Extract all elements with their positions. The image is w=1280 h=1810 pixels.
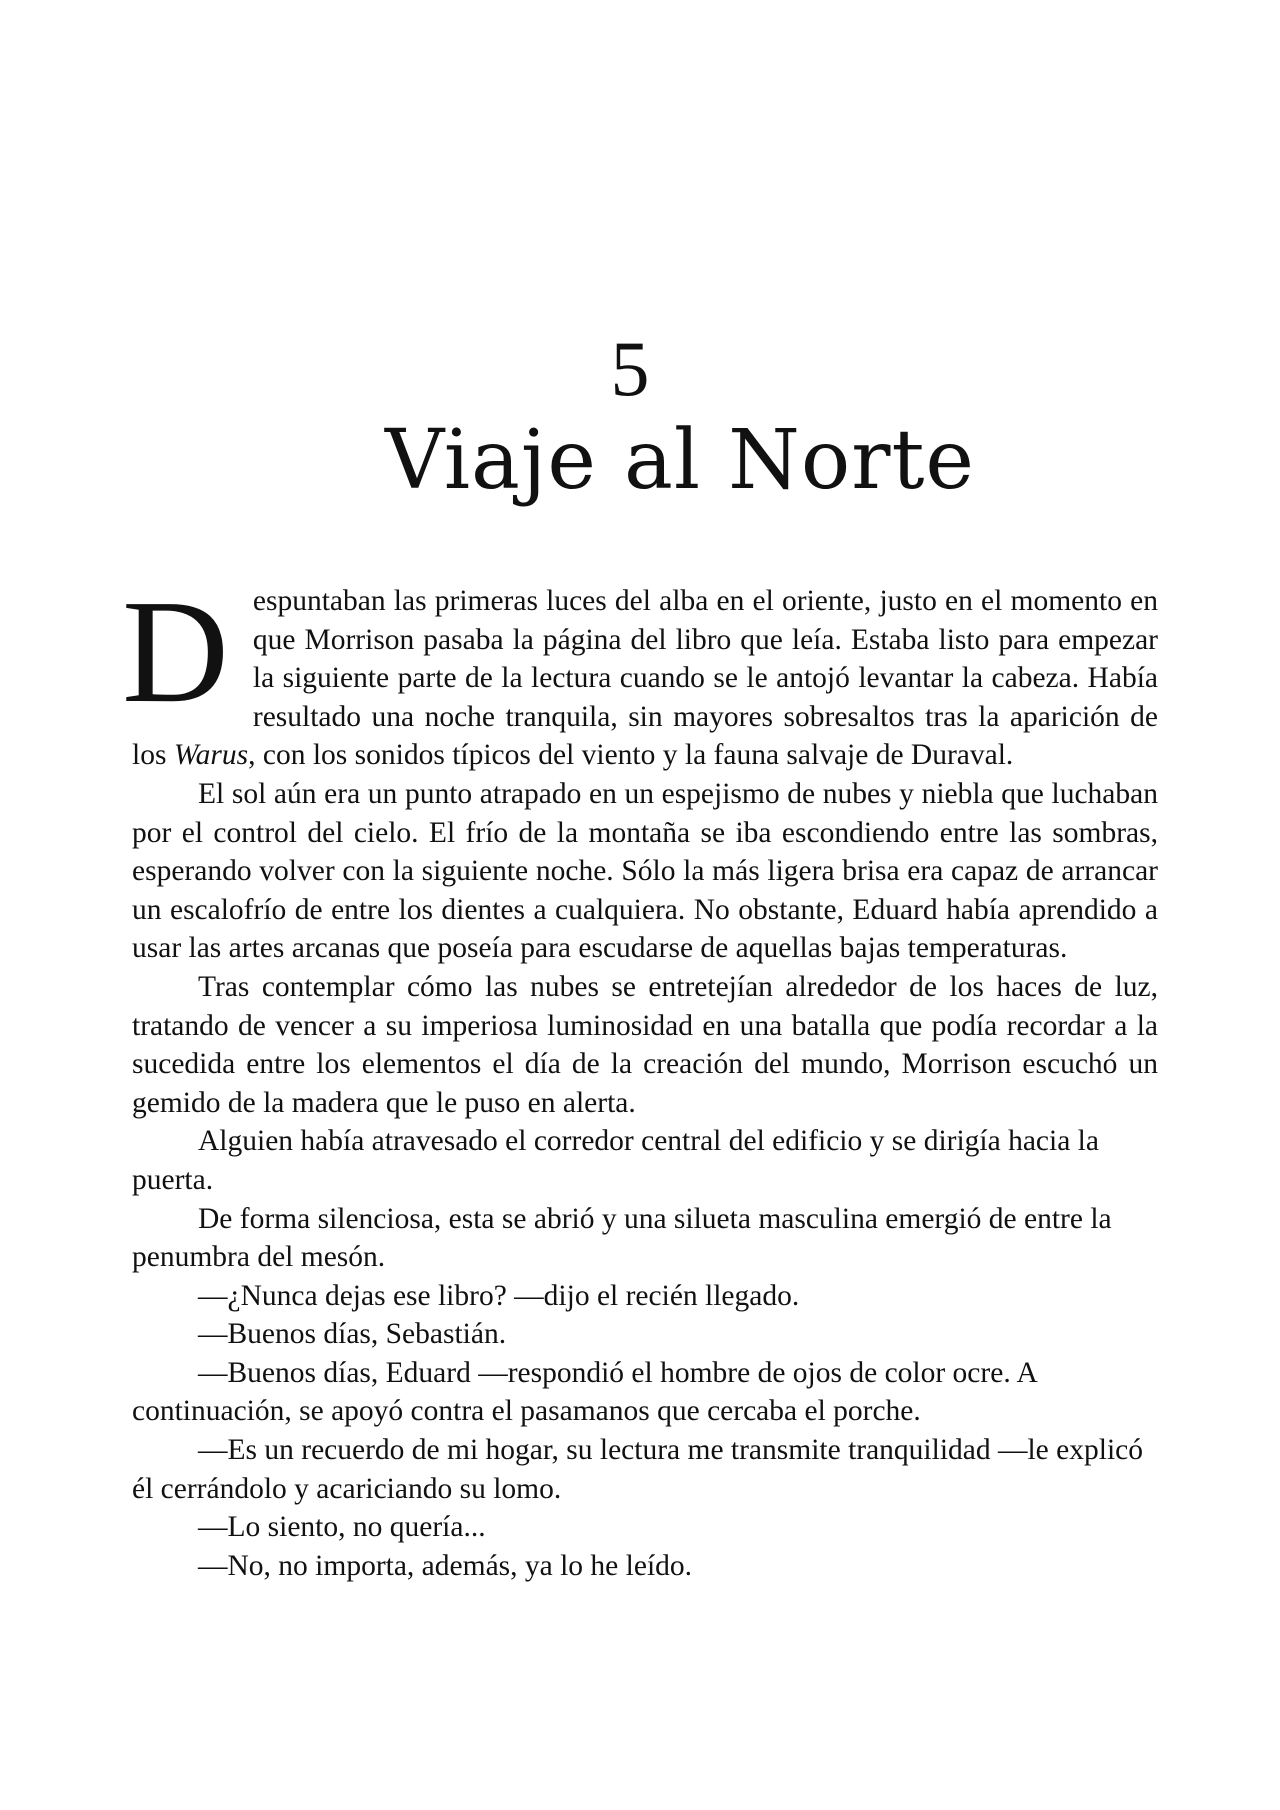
dialogue-line-2: —Buenos días, Sebastián. bbox=[198, 1318, 507, 1351]
drop-cap: D bbox=[122, 570, 229, 734]
italic-term: Warus bbox=[173, 739, 249, 772]
paragraph-1-text-b: , con los sonidos típicos del viento y la fauna salvaje de Duraval. bbox=[248, 739, 1014, 772]
chapter-title: Viaje al Norte bbox=[385, 413, 975, 508]
paragraph-4: Alguien había atravesado el corredor central del edificio y se dirigía hacia la puerta. bbox=[132, 1125, 1099, 1196]
dialogue-line-5: —Lo siento, no quería... bbox=[198, 1511, 486, 1544]
paragraph-5: De forma silenciosa, esta se abrió y una silueta masculina emergió de entre la penumbra del mesón. bbox=[132, 1202, 1112, 1274]
dialogue-line-3: —Buenos días, Eduard —respondió el hombre de ojos de color ocre. A continuación, se apoyó contra el pasamanos que cercaba el porche. bbox=[132, 1356, 1037, 1428]
chapter-text bbox=[122, 570, 1158, 1585]
paragraph-2: El sol aún era un punto atrapado en un espejismo de nubes y niebla que luchaban por el control del cielo. El frío de la montaña se iba escondiendo entre las sombras, esperando volver con la siguiente noche. Sólo la más ligera brisa era capaz de arrancar un escalofrío de entre los dientes a cualquiera. No obstante, Eduard había aprendido a usar las artes arcanas que poseía para escudarse de aquellas bajas temperaturas. bbox=[132, 777, 1158, 965]
dialogue-line-6: —No, no importa, además, ya lo he leído. bbox=[198, 1549, 693, 1582]
paragraph-3: Tras contemplar cómo las nubes se entretejían alrededor de los haces de luz, tratando de vencer a su imperiosa luminosidad en una batalla que podía recordar a la sucedida entre los elementos el día de la creación del mundo, Morrison escuchó un gemido de la madera que le puso en alerta. bbox=[132, 970, 1158, 1119]
dialogue-line-4: —Es un recuerdo de mi hogar, su lectura me transmite tranquilidad —le explicó él cerrándolo y acariciando su lomo. bbox=[132, 1434, 1143, 1505]
chapter-number: 5 bbox=[610, 325, 650, 412]
paragraph-1 bbox=[122, 570, 1158, 775]
paragraph-1-text-a: espuntaban las primeras luces del alba en el oriente, justo en el momento en que Morrison pasaba la página del libro que leía. Estaba listo para empezar la siguiente parte de la lectura cuando se le antojó levantar la cabeza. Había resultado una noche tranquila, sin mayores sobresaltos tras la aparición de los bbox=[132, 585, 1158, 772]
dialogue-line-1: —¿Nunca dejas ese libro? —dijo el recién llegado. bbox=[198, 1279, 800, 1312]
